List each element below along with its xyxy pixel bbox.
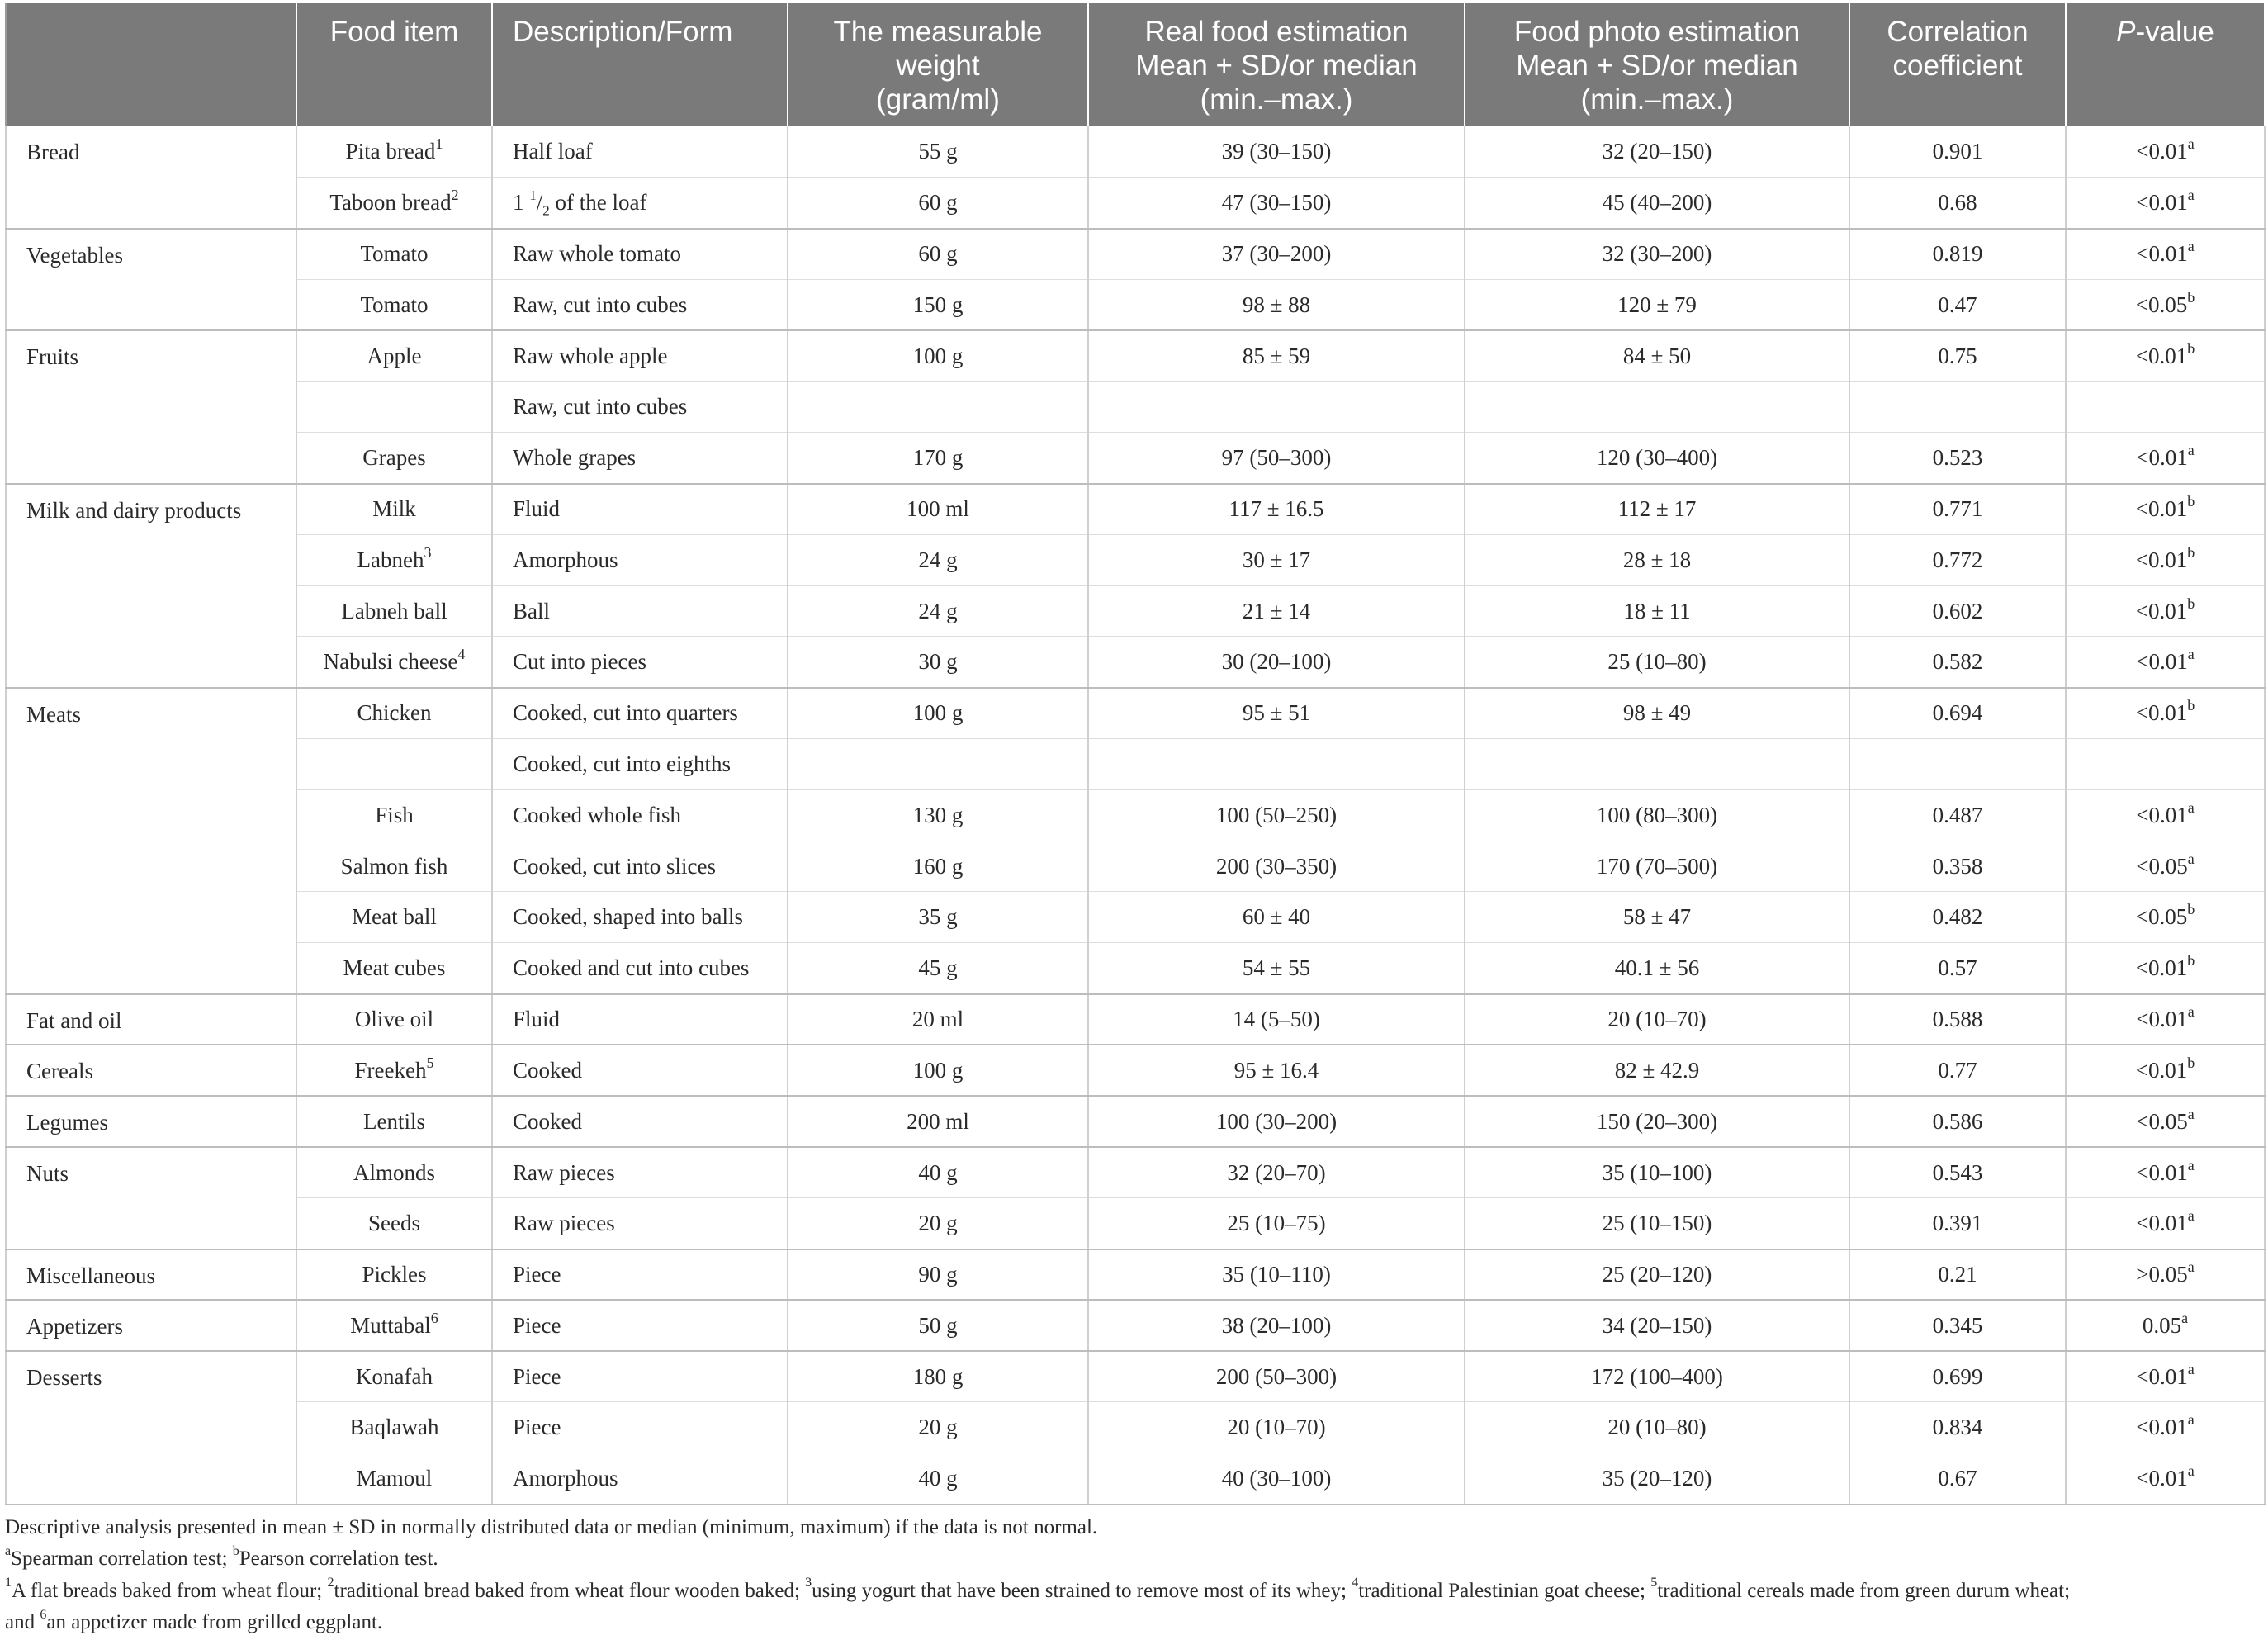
photo-estimation-cell <box>1465 382 1849 433</box>
food-item-cell: Salmon fish <box>296 841 492 892</box>
correlation-cell: 0.772 <box>1849 534 2066 585</box>
table-row <box>6 1045 2265 1096</box>
real-estimation-cell: 200 (50–300) <box>1088 1351 1465 1402</box>
photo-estimation-cell: 25 (10–150) <box>1465 1198 1849 1249</box>
photo-estimation-cell: 28 ± 18 <box>1465 534 1849 585</box>
table-row <box>6 279 2265 330</box>
photo-estimation-cell: 25 (20–120) <box>1465 1249 1849 1301</box>
p-value-cell: <0.01$^a$ <box>2066 994 2265 1045</box>
real-estimation-cell: 35 (10–110) <box>1088 1249 1465 1301</box>
p-value-cell: <0.01$^b$ <box>2066 688 2265 739</box>
real-estimation-cell: 39 (30–150) <box>1088 126 1465 178</box>
description-cell: Cooked, cut into slices <box>492 841 788 892</box>
correlation-cell <box>1849 382 2066 433</box>
real-estimation-cell: 85 ± 59 <box>1088 330 1465 382</box>
table-row <box>6 229 2265 280</box>
description-cell: Raw pieces <box>492 1147 788 1198</box>
photo-estimation-cell: 40.1 ± 56 <box>1465 943 1849 994</box>
weight-cell: 130 g <box>788 789 1088 841</box>
food-item-cell: Taboon bread$^2$ <box>296 178 492 229</box>
category-cell: Fruits <box>6 330 296 483</box>
header-row <box>6 3 2265 126</box>
real-estimation-cell: 14 (5–50) <box>1088 994 1465 1045</box>
p-value-cell: 0.05$^a$ <box>2066 1300 2265 1351</box>
real-estimation-cell: 25 (10–75) <box>1088 1198 1465 1249</box>
description-cell: Raw whole apple <box>492 330 788 382</box>
table-row <box>6 1351 2265 1402</box>
correlation-cell: 0.694 <box>1849 688 2066 739</box>
p-value-cell: <0.01$^a$ <box>2066 1351 2265 1402</box>
p-value-cell: <0.05$^a$ <box>2066 1096 2265 1147</box>
p-value-cell: <0.01$^b$ <box>2066 484 2265 535</box>
photo-estimation-cell: 120 (30–400) <box>1465 433 1849 484</box>
food-estimation-table <box>5 3 2266 1505</box>
description-cell: Fluid <box>492 484 788 535</box>
food-item-cell: Olive oil <box>296 994 492 1045</box>
description-cell: Whole grapes <box>492 433 788 484</box>
table-row <box>6 178 2265 229</box>
food-item-cell: Mamoul <box>296 1453 492 1505</box>
correlation-cell: 0.586 <box>1849 1096 2066 1147</box>
table-row <box>6 943 2265 994</box>
correlation-cell: 0.602 <box>1849 585 2066 637</box>
photo-estimation-cell: 170 (70–500) <box>1465 841 1849 892</box>
description-cell: Ball <box>492 585 788 637</box>
food-item-cell: Freekeh$^5$ <box>296 1045 492 1096</box>
correlation-cell: 0.543 <box>1849 1147 2066 1198</box>
table-row <box>6 1453 2265 1505</box>
food-item-cell: Meat ball <box>296 892 492 943</box>
photo-estimation-cell: 35 (20–120) <box>1465 1453 1849 1505</box>
real-estimation-cell: 54 ± 55 <box>1088 943 1465 994</box>
weight-cell <box>788 739 1088 790</box>
description-cell: Piece <box>492 1249 788 1301</box>
category-cell: Vegetables <box>6 229 296 331</box>
table-row <box>6 688 2265 739</box>
description-cell: Raw, cut into cubes <box>492 382 788 433</box>
real-estimation-cell: 60 ± 40 <box>1088 892 1465 943</box>
weight-cell: 55 g <box>788 126 1088 178</box>
food-item-cell: Apple <box>296 330 492 382</box>
category-cell: Cereals <box>6 1045 296 1096</box>
description-cell: Cooked whole fish <box>492 789 788 841</box>
table-container <box>5 3 2264 1639</box>
food-item-cell: Tomato <box>296 279 492 330</box>
table-row <box>6 739 2265 790</box>
description-cell: Cooked <box>492 1096 788 1147</box>
real-estimation-cell <box>1088 382 1465 433</box>
table-row <box>6 585 2265 637</box>
category-cell: Nuts <box>6 1147 296 1249</box>
header-category <box>6 3 296 126</box>
real-estimation-cell: 98 ± 88 <box>1088 279 1465 330</box>
correlation-cell: 0.523 <box>1849 433 2066 484</box>
food-item-cell: Chicken <box>296 688 492 739</box>
food-item-cell: Meat cubes <box>296 943 492 994</box>
real-estimation-cell: 30 ± 17 <box>1088 534 1465 585</box>
weight-cell: 90 g <box>788 1249 1088 1301</box>
table-row <box>6 330 2265 382</box>
description-cell: Raw, cut into cubes <box>492 279 788 330</box>
food-item-cell: Milk <box>296 484 492 535</box>
food-item-cell: Fish <box>296 789 492 841</box>
table-row <box>6 1300 2265 1351</box>
description-cell: 1 $^1/_2$ of the loaf <box>492 178 788 229</box>
weight-cell: 160 g <box>788 841 1088 892</box>
real-estimation-cell: 38 (20–100) <box>1088 1300 1465 1351</box>
p-value-cell: <0.01$^b$ <box>2066 330 2265 382</box>
food-item-cell: Muttabal$^6$ <box>296 1300 492 1351</box>
correlation-cell: 0.482 <box>1849 892 2066 943</box>
p-value-cell: <0.05$^a$ <box>2066 841 2265 892</box>
photo-estimation-cell: 32 (30–200) <box>1465 229 1849 280</box>
correlation-cell: 0.57 <box>1849 943 2066 994</box>
category-cell: Meats <box>6 688 296 994</box>
correlation-cell: 0.588 <box>1849 994 2066 1045</box>
p-value-cell: <0.01$^a$ <box>2066 789 2265 841</box>
photo-estimation-cell: 112 ± 17 <box>1465 484 1849 535</box>
correlation-cell: 0.487 <box>1849 789 2066 841</box>
food-item-cell: Almonds <box>296 1147 492 1198</box>
weight-cell: 40 g <box>788 1147 1088 1198</box>
p-value-cell: >0.05$^a$ <box>2066 1249 2265 1301</box>
weight-cell: 60 g <box>788 178 1088 229</box>
table-row <box>6 994 2265 1045</box>
photo-estimation-cell: 98 ± 49 <box>1465 688 1849 739</box>
correlation-cell: 0.771 <box>1849 484 2066 535</box>
table-row <box>6 484 2265 535</box>
description-cell: Piece <box>492 1300 788 1351</box>
weight-cell: 20 g <box>788 1198 1088 1249</box>
description-cell: Cooked and cut into cubes <box>492 943 788 994</box>
correlation-cell: 0.77 <box>1849 1045 2066 1096</box>
weight-cell <box>788 382 1088 433</box>
photo-estimation-cell: 150 (20–300) <box>1465 1096 1849 1147</box>
table-row <box>6 1147 2265 1198</box>
description-cell: Piece <box>492 1351 788 1402</box>
weight-cell: 24 g <box>788 585 1088 637</box>
food-item-cell: Tomato <box>296 229 492 280</box>
real-estimation-cell: 95 ± 51 <box>1088 688 1465 739</box>
table-notes <box>5 1512 2264 1639</box>
description-cell: Amorphous <box>492 1453 788 1505</box>
food-item-cell: Pickles <box>296 1249 492 1301</box>
weight-cell: 30 g <box>788 637 1088 688</box>
p-value-cell: <0.01$^b$ <box>2066 534 2265 585</box>
table-row <box>6 841 2265 892</box>
real-estimation-cell: 100 (30–200) <box>1088 1096 1465 1147</box>
real-estimation-cell: 97 (50–300) <box>1088 433 1465 484</box>
table-row <box>6 1198 2265 1249</box>
table-body <box>6 126 2265 1505</box>
table-row <box>6 1402 2265 1453</box>
category-cell: Desserts <box>6 1351 296 1504</box>
weight-cell: 60 g <box>788 229 1088 280</box>
weight-cell: 35 g <box>788 892 1088 943</box>
correlation-cell: 0.834 <box>1849 1402 2066 1453</box>
weight-cell: 50 g <box>788 1300 1088 1351</box>
photo-estimation-cell: 20 (10–80) <box>1465 1402 1849 1453</box>
weight-cell: 150 g <box>788 279 1088 330</box>
description-cell: Amorphous <box>492 534 788 585</box>
note-footnotes: $^1$A flat breads baked from wheat flour; $^2$traditional bread baked from wheat flour wooden baked; $^3$using yogurt that have been strained to remove most of its whey; $^4$traditional Palestinian goat cheese; $^5$traditional cereals made from green durum wheat; and $^6$an appetizer made from grilled eggplant. <box>5 1576 2071 1634</box>
food-item-cell <box>296 739 492 790</box>
category-cell: Bread <box>6 126 296 229</box>
description-cell: Cooked <box>492 1045 788 1096</box>
weight-cell: 100 g <box>788 330 1088 382</box>
weight-cell: 100 ml <box>788 484 1088 535</box>
weight-cell: 20 g <box>788 1402 1088 1453</box>
category-cell: Fat and oil <box>6 994 296 1045</box>
weight-cell: 24 g <box>788 534 1088 585</box>
photo-estimation-cell: 32 (20–150) <box>1465 126 1849 178</box>
description-cell: Cooked, cut into quarters <box>492 688 788 739</box>
description-cell: Cooked, shaped into balls <box>492 892 788 943</box>
correlation-cell: 0.67 <box>1849 1453 2066 1505</box>
weight-cell: 200 ml <box>788 1096 1088 1147</box>
table-row <box>6 433 2265 484</box>
correlation-cell: 0.68 <box>1849 178 2066 229</box>
food-item-cell: Seeds <box>296 1198 492 1249</box>
correlation-cell: 0.358 <box>1849 841 2066 892</box>
header-p-value: P-value <box>2066 3 2265 126</box>
real-estimation-cell: 20 (10–70) <box>1088 1402 1465 1453</box>
weight-cell: 180 g <box>788 1351 1088 1402</box>
p-value-cell: <0.01$^a$ <box>2066 433 2265 484</box>
correlation-cell: 0.75 <box>1849 330 2066 382</box>
photo-estimation-cell <box>1465 739 1849 790</box>
table-row <box>6 789 2265 841</box>
header-weight: The measurable weight (gram/ml) <box>788 3 1088 126</box>
real-estimation-cell: 30 (20–100) <box>1088 637 1465 688</box>
p-value-cell <box>2066 739 2265 790</box>
correlation-cell <box>1849 739 2066 790</box>
header-correlation: Correlation coefficient <box>1849 3 2066 126</box>
weight-cell: 100 g <box>788 1045 1088 1096</box>
p-value-cell: <0.01$^b$ <box>2066 943 2265 994</box>
food-item-cell: Baqlawah <box>296 1402 492 1453</box>
table-row <box>6 637 2265 688</box>
p-value-cell: <0.01$^b$ <box>2066 1045 2265 1096</box>
real-estimation-cell: 32 (20–70) <box>1088 1147 1465 1198</box>
description-cell: Raw pieces <box>492 1198 788 1249</box>
photo-estimation-cell: 84 ± 50 <box>1465 330 1849 382</box>
correlation-cell: 0.699 <box>1849 1351 2066 1402</box>
correlation-cell: 0.47 <box>1849 279 2066 330</box>
correlation-cell: 0.345 <box>1849 1300 2066 1351</box>
category-cell: Appetizers <box>6 1300 296 1351</box>
p-value-cell: <0.01$^a$ <box>2066 1402 2265 1453</box>
food-item-cell: Labneh$^3$ <box>296 534 492 585</box>
real-estimation-cell: 47 (30–150) <box>1088 178 1465 229</box>
description-cell: Piece <box>492 1402 788 1453</box>
food-item-cell: Lentils <box>296 1096 492 1147</box>
photo-estimation-cell: 120 ± 79 <box>1465 279 1849 330</box>
real-estimation-cell <box>1088 739 1465 790</box>
real-estimation-cell: 117 ± 16.5 <box>1088 484 1465 535</box>
p-value-cell: <0.01$^a$ <box>2066 1198 2265 1249</box>
note-descriptive: Descriptive analysis presented in mean ± SD in normally distributed data or median (minimum, maximum) if the data is not normal. <box>5 1515 1098 1538</box>
correlation-cell: 0.582 <box>1849 637 2066 688</box>
table-row <box>6 126 2265 178</box>
correlation-cell: 0.391 <box>1849 1198 2066 1249</box>
correlation-cell: 0.819 <box>1849 229 2066 280</box>
photo-estimation-cell: 35 (10–100) <box>1465 1147 1849 1198</box>
photo-estimation-cell: 82 ± 42.9 <box>1465 1045 1849 1096</box>
photo-estimation-cell: 172 (100–400) <box>1465 1351 1849 1402</box>
p-value-cell <box>2066 382 2265 433</box>
food-item-cell: Grapes <box>296 433 492 484</box>
table-row <box>6 892 2265 943</box>
category-cell: Miscellaneous <box>6 1249 296 1301</box>
photo-estimation-cell: 25 (10–80) <box>1465 637 1849 688</box>
photo-estimation-cell: 20 (10–70) <box>1465 994 1849 1045</box>
p-value-cell: <0.01$^a$ <box>2066 637 2265 688</box>
weight-cell: 40 g <box>788 1453 1088 1505</box>
food-item-cell: Labneh ball <box>296 585 492 637</box>
real-estimation-cell: 100 (50–250) <box>1088 789 1465 841</box>
description-cell: Half loaf <box>492 126 788 178</box>
food-item-cell: Pita bread$^1$ <box>296 126 492 178</box>
p-value-cell: <0.01$^a$ <box>2066 178 2265 229</box>
header-real-estimation: Real food estimation Mean + SD/or median (min.–max.) <box>1088 3 1465 126</box>
header-description: Description/Form <box>492 3 788 126</box>
correlation-cell: 0.901 <box>1849 126 2066 178</box>
weight-cell: 100 g <box>788 688 1088 739</box>
real-estimation-cell: 200 (30–350) <box>1088 841 1465 892</box>
weight-cell: 170 g <box>788 433 1088 484</box>
description-cell: Raw whole tomato <box>492 229 788 280</box>
photo-estimation-cell: 58 ± 47 <box>1465 892 1849 943</box>
p-value-cell: <0.01$^b$ <box>2066 585 2265 637</box>
photo-estimation-cell: 18 ± 11 <box>1465 585 1849 637</box>
real-estimation-cell: 95 ± 16.4 <box>1088 1045 1465 1096</box>
correlation-cell: 0.21 <box>1849 1249 2066 1301</box>
description-cell: Cut into pieces <box>492 637 788 688</box>
food-item-cell <box>296 382 492 433</box>
photo-estimation-cell: 100 (80–300) <box>1465 789 1849 841</box>
category-cell: Legumes <box>6 1096 296 1147</box>
real-estimation-cell: 21 ± 14 <box>1088 585 1465 637</box>
p-value-cell: <0.01$^a$ <box>2066 1453 2265 1505</box>
header-food-item: Food item <box>296 3 492 126</box>
note-tests: $^a$Spearman correlation test; $^b$Pearson correlation test. <box>5 1543 438 1571</box>
p-value-cell: <0.05$^b$ <box>2066 892 2265 943</box>
header-photo-estimation: Food photo estimation Mean + SD/or median (min.–max.) <box>1465 3 1849 126</box>
food-item-cell: Konafah <box>296 1351 492 1402</box>
photo-estimation-cell: 45 (40–200) <box>1465 178 1849 229</box>
category-cell: Milk and dairy products <box>6 484 296 688</box>
description-cell: Cooked, cut into eighths <box>492 739 788 790</box>
photo-estimation-cell: 34 (20–150) <box>1465 1300 1849 1351</box>
p-value-cell: <0.01$^a$ <box>2066 229 2265 280</box>
table-row <box>6 382 2265 433</box>
p-value-cell: <0.01$^a$ <box>2066 126 2265 178</box>
weight-cell: 45 g <box>788 943 1088 994</box>
real-estimation-cell: 40 (30–100) <box>1088 1453 1465 1505</box>
p-value-cell: <0.05$^b$ <box>2066 279 2265 330</box>
weight-cell: 20 ml <box>788 994 1088 1045</box>
p-value-cell: <0.01$^a$ <box>2066 1147 2265 1198</box>
real-estimation-cell: 37 (30–200) <box>1088 229 1465 280</box>
table-row <box>6 534 2265 585</box>
table-row <box>6 1096 2265 1147</box>
description-cell: Fluid <box>492 994 788 1045</box>
table-row <box>6 1249 2265 1301</box>
food-item-cell: Nabulsi cheese$^4$ <box>296 637 492 688</box>
